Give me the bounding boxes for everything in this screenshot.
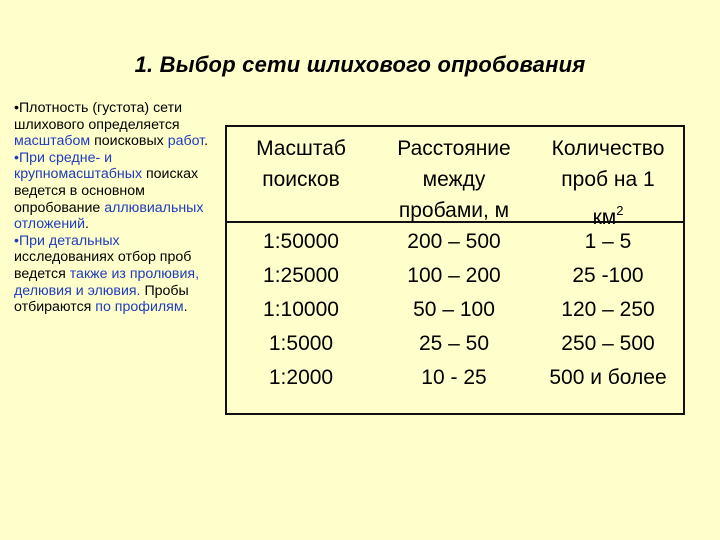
- header-line: Расстояние: [397, 137, 511, 160]
- table-cell: 25 – 50: [418, 332, 490, 355]
- highlight-text: также из пролювия, делювия и элювия.: [14, 265, 200, 299]
- table-cell: 1:10000: [263, 298, 339, 321]
- bullet: •: [14, 232, 19, 249]
- table-cell: 1:5000: [268, 332, 334, 355]
- text: поисках ведется в основном опробование: [14, 166, 199, 216]
- column-count: [532, 225, 684, 395]
- highlight-text: работ: [167, 133, 205, 150]
- header-line: Масштаб: [256, 137, 346, 160]
- header-distance: [376, 133, 532, 226]
- table-cell: 100 – 200: [407, 264, 501, 287]
- unit-text: км: [592, 206, 617, 229]
- table-cell: 1 – 5: [584, 230, 632, 253]
- table-cell: 500 и более: [549, 366, 667, 389]
- table-cell: 1:25000: [263, 264, 339, 287]
- table-cell: 1:50000: [263, 230, 339, 253]
- paragraph-detailed: [14, 233, 214, 316]
- table-cell: 10 - 25: [421, 366, 487, 389]
- header-line: между: [422, 168, 486, 191]
- table-cell: 1:2000: [268, 366, 334, 389]
- page-title: 1. Выбор сети шлихового опробования: [134, 52, 586, 77]
- highlight-text: масштабом: [14, 133, 91, 150]
- text: .: [85, 216, 89, 233]
- header-line: Количество: [551, 137, 665, 160]
- header-scale: [226, 133, 376, 195]
- table-cell: 25 -100: [572, 264, 644, 287]
- table-cell: 120 – 250: [561, 298, 655, 321]
- header-line: пробами, м: [398, 199, 510, 222]
- text: .: [204, 133, 209, 150]
- text: поисковых: [90, 133, 168, 150]
- highlight-text: При средне- и крупномасштабных: [14, 149, 143, 183]
- table-cell: 200 – 500: [407, 230, 501, 253]
- header-count: [532, 133, 684, 233]
- paragraph-medium-scale: [14, 150, 214, 233]
- paragraph-density: [14, 100, 214, 150]
- text: .: [183, 299, 188, 316]
- bullet: •: [14, 149, 19, 166]
- highlight-text: аллювиальных отложений: [14, 199, 204, 233]
- description-text: [14, 100, 214, 316]
- text: исследованиях отбор проб ведется: [14, 249, 192, 282]
- highlight-text: по профилям: [95, 299, 184, 316]
- text: Пробы отбираются: [14, 282, 189, 316]
- bullet: •: [14, 100, 19, 116]
- text: Плотность (густота) сети шлихового определяется: [14, 100, 183, 133]
- table-cell: 250 – 500: [561, 332, 655, 355]
- highlight-text: При детальных: [18, 232, 120, 249]
- column-distance: [376, 225, 532, 395]
- column-scale: [226, 225, 376, 395]
- table-cell: 50 – 100: [413, 298, 495, 321]
- unit-superscript: 2: [616, 203, 624, 218]
- header-line: поисков: [262, 168, 340, 191]
- header-line: проб на 1: [561, 168, 655, 191]
